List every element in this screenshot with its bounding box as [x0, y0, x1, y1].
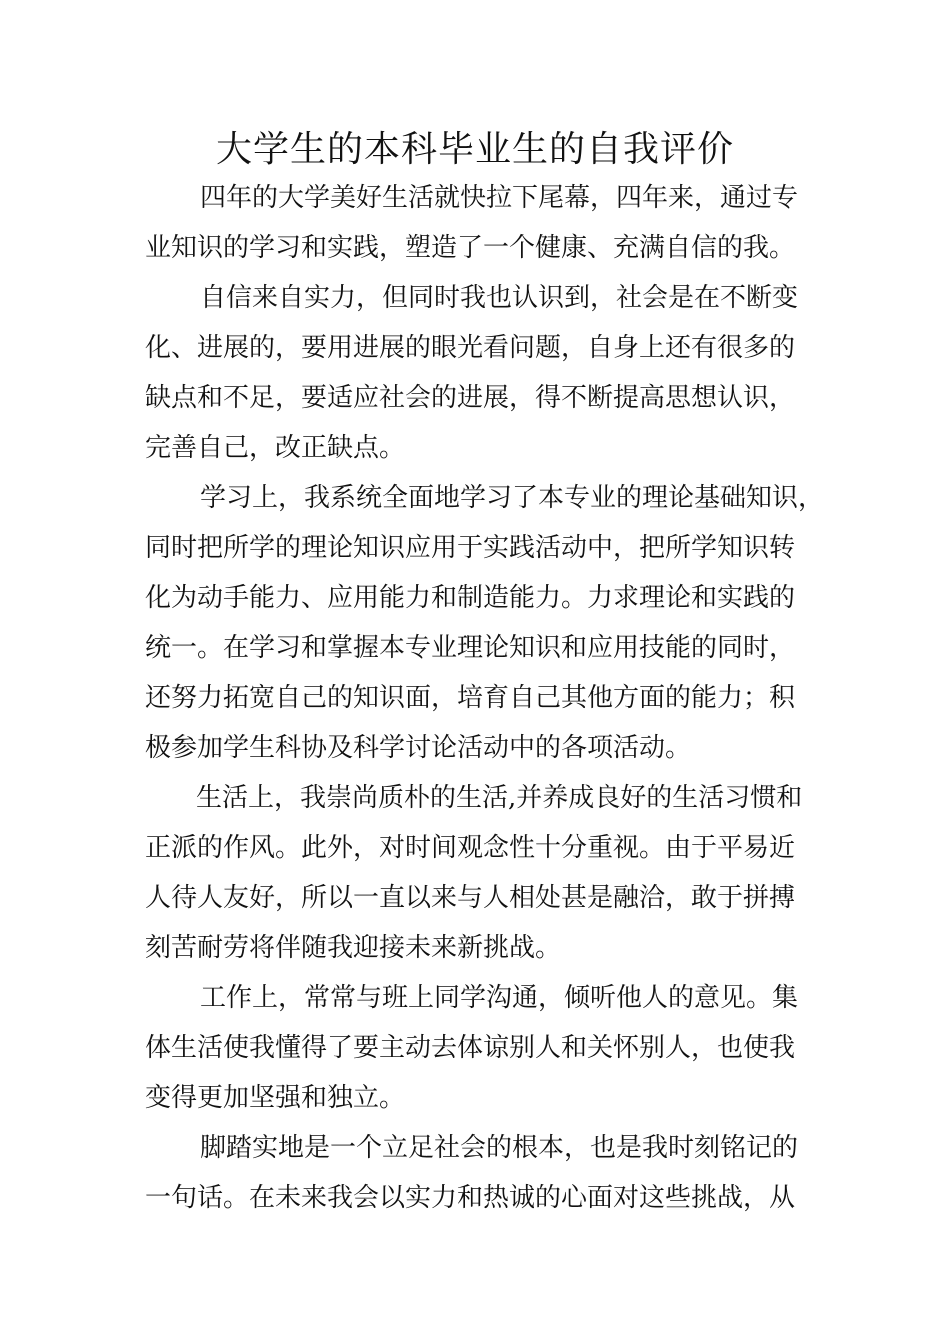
paragraph-line: 人待人友好，所以一直以来与人相处甚是融洽，敢于拼搏 — [145, 883, 796, 913]
paragraph-line: 学习上，我系统全面地学习了本专业的理论基础知识， — [200, 483, 825, 513]
paragraph-line: 自信来自实力，但同时我也认识到，社会是在不断变 — [200, 283, 799, 313]
paragraph-line: 四年的大学美好生活就快拉下尾幕，四年来，通过专 — [200, 183, 799, 213]
paragraph-line: 正派的作风。此外，对时间观念性十分重视。由于平易近 — [145, 833, 796, 863]
paragraph-line: 完善自己，改正缺点。 — [145, 433, 406, 463]
paragraph-line: 脚踏实地是一个立足社会的根本，也是我时刻铭记的 — [200, 1133, 799, 1163]
paragraph-line: 化、进展的，要用进展的眼光看问题，自身上还有很多的 — [145, 333, 796, 363]
paragraph-line: 体生活使我懂得了要主动去体谅别人和关怀别人，也使我 — [145, 1033, 796, 1063]
paragraph-line: 刻苦耐劳将伴随我迎接未来新挑战。 — [145, 933, 562, 963]
paragraph-line: 化为动手能力、应用能力和制造能力。力求理论和实践的 — [145, 583, 796, 613]
paragraph-line: 同时把所学的理论知识应用于实践活动中，把所学知识转 — [145, 533, 796, 563]
paragraph-line: 一句话。在未来我会以实力和热诚的心面对这些挑战，从 — [145, 1183, 796, 1213]
paragraph-line: 统一。在学习和掌握本专业理论知识和应用技能的同时， — [145, 633, 796, 663]
paragraph-line: 工作上，常常与班上同学沟通，倾听他人的意见。集 — [200, 983, 799, 1013]
document-title: 大学生的本科毕业生的自我评价 — [215, 129, 734, 170]
paragraph-line: 业知识的学习和实践，塑造了一个健康、充满自信的我。 — [145, 233, 796, 263]
paragraph-line: 变得更加坚强和独立。 — [145, 1083, 406, 1113]
paragraph-line: 生活上，我崇尚质朴的生活,并养成良好的生活习惯和 — [196, 783, 803, 813]
paragraph-line: 极参加学生科协及科学讨论活动中的各项活动。 — [145, 733, 692, 763]
paragraph-line: 缺点和不足，要适应社会的进展，得不断提高思想认识， — [145, 383, 796, 413]
paragraph-line: 还努力拓宽自己的知识面，培育自己其他方面的能力；积 — [145, 683, 796, 713]
